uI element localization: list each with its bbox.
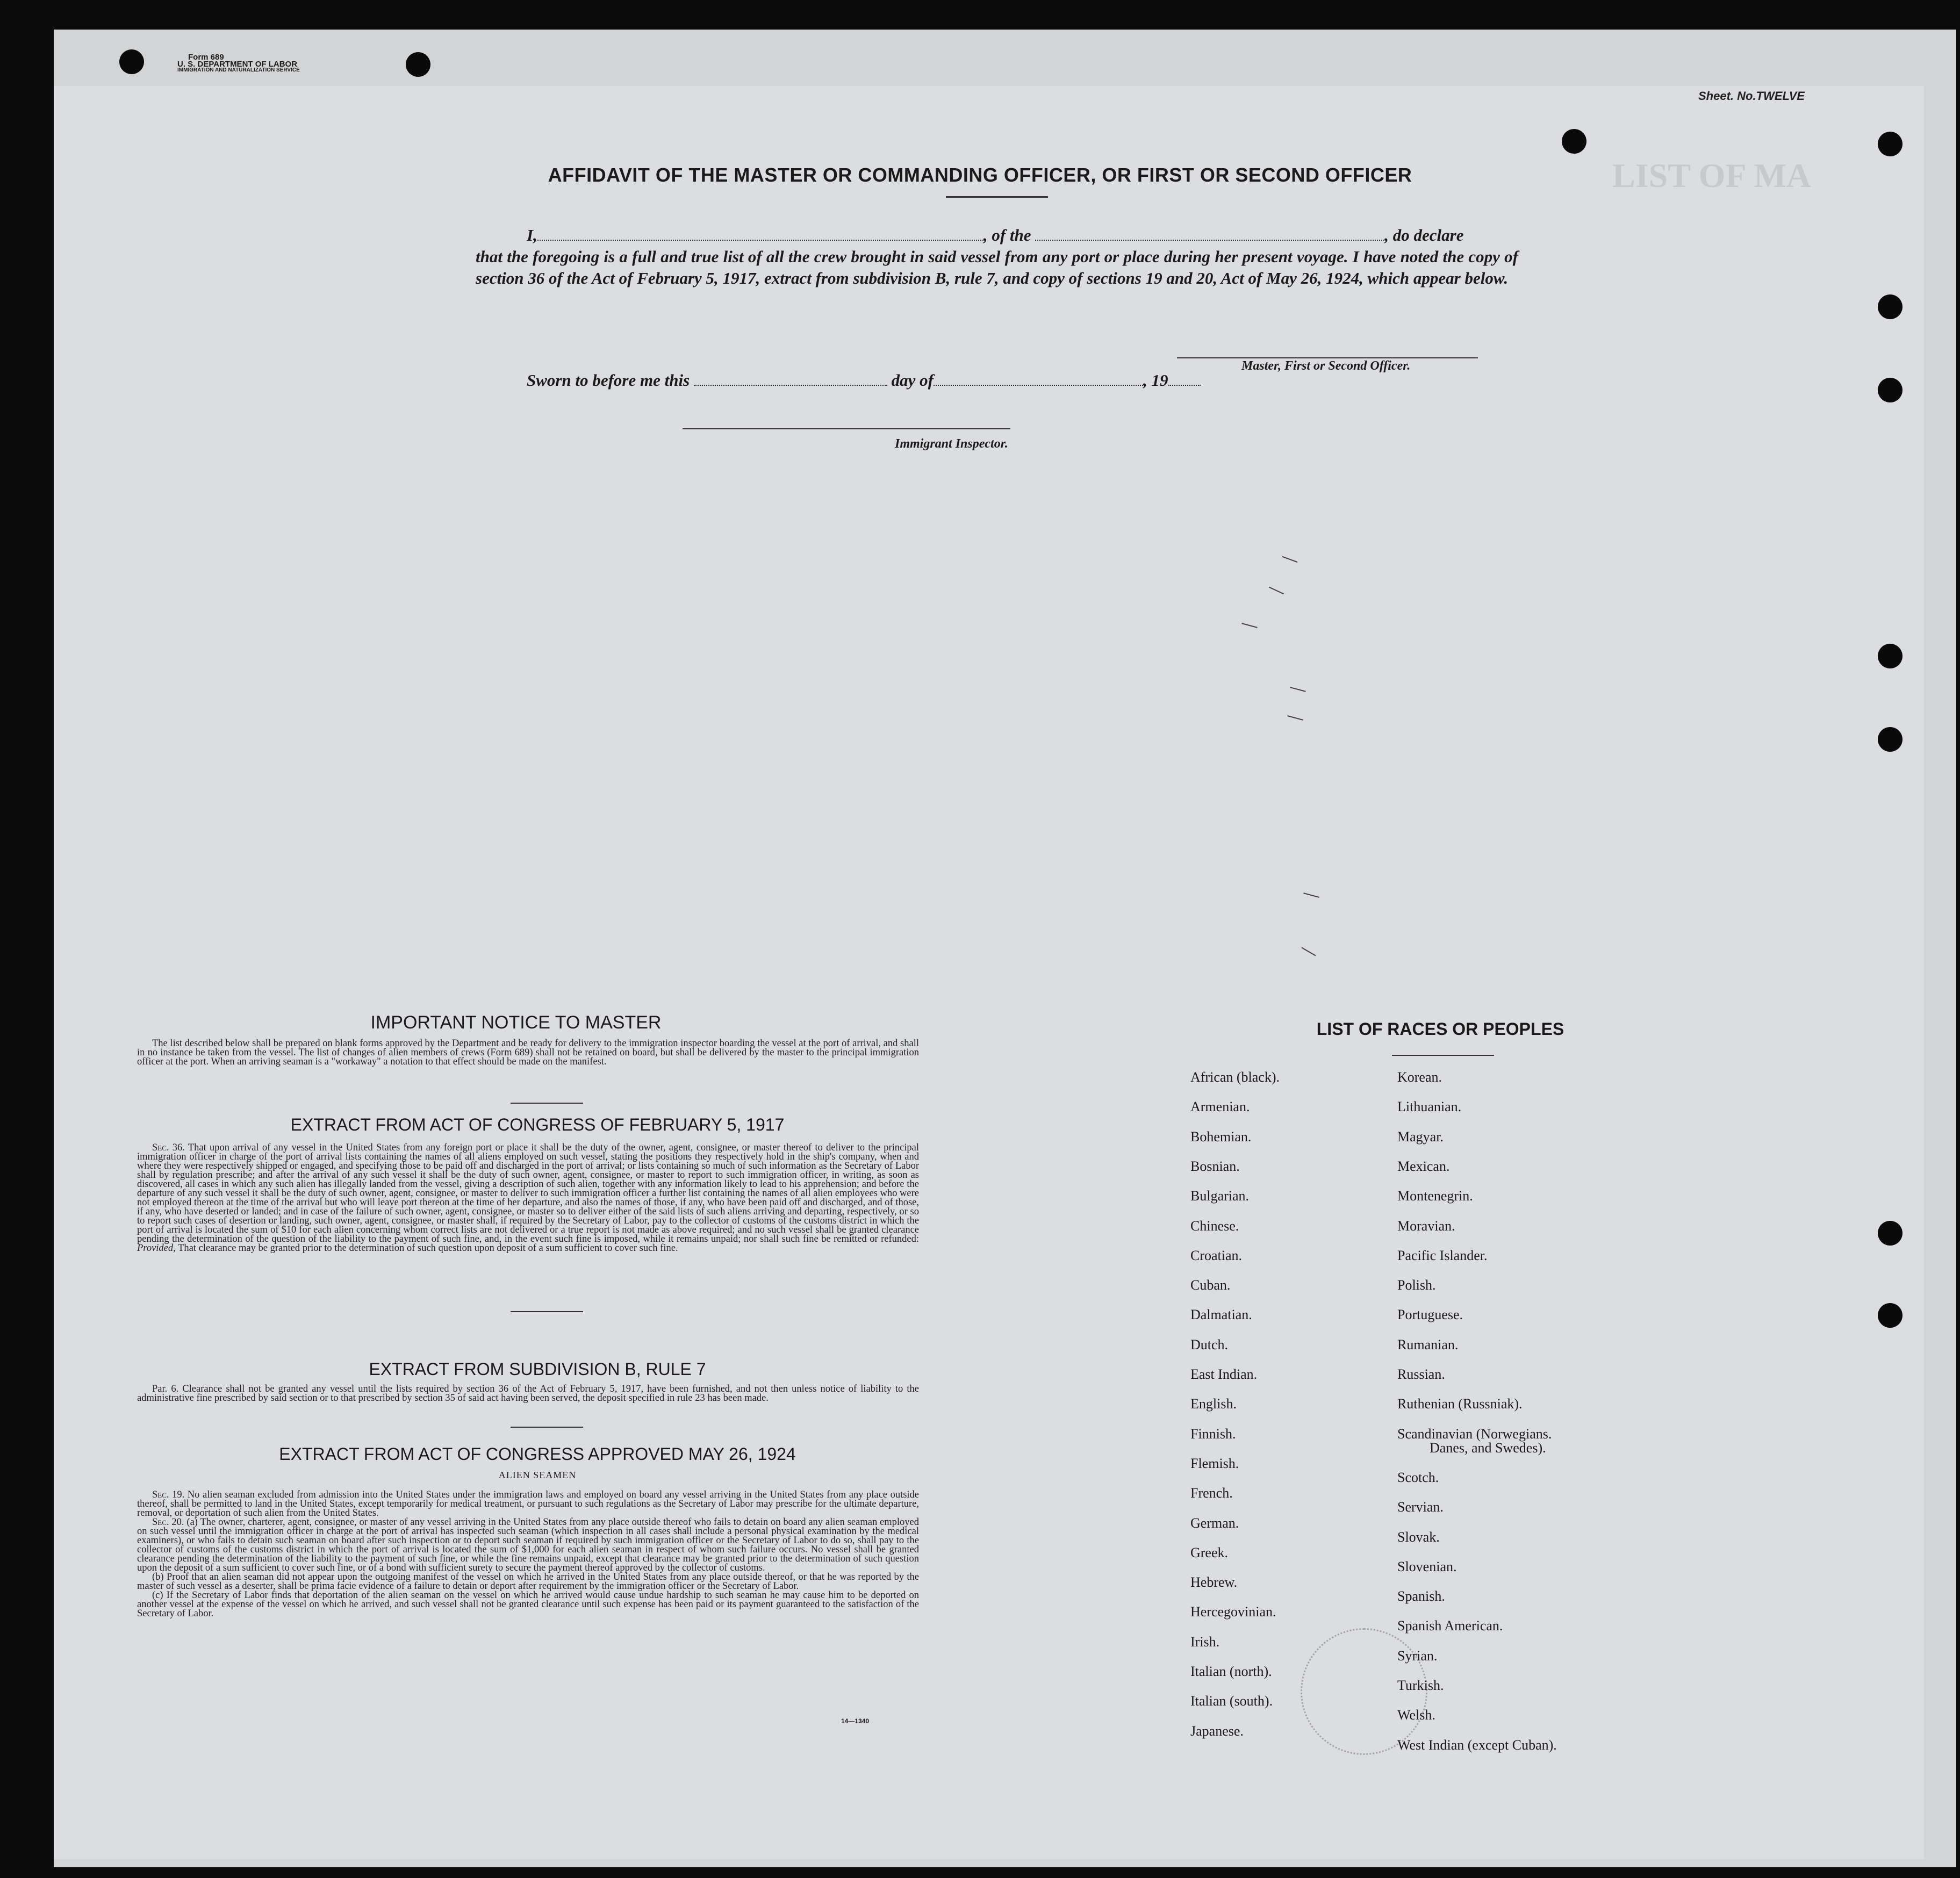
- show-through-text: LIST OF MA: [1612, 156, 1811, 195]
- race-item: Ruthenian (Russniak).: [1397, 1396, 1523, 1412]
- races-title: LIST OF RACES OR PEOPLES: [1316, 1019, 1564, 1039]
- extract-1917-body: [137, 1143, 919, 1253]
- notice-body: [137, 1039, 919, 1067]
- race-item: Lithuanian.: [1397, 1099, 1462, 1115]
- year-blank[interactable]: [1168, 385, 1201, 386]
- sec-36-label: Sec. 36.: [152, 1142, 185, 1153]
- race-item: Montenegrin.: [1397, 1188, 1473, 1204]
- punch-hole: [1878, 644, 1902, 668]
- punch-hole: [1878, 294, 1902, 319]
- provided-label: Provided,: [137, 1243, 176, 1254]
- race-item: Italian (south).: [1190, 1693, 1273, 1709]
- race-item: Polish.: [1397, 1277, 1436, 1293]
- affidavit-text: [476, 225, 1518, 289]
- rule7-body: [137, 1385, 919, 1403]
- race-item: Welsh.: [1397, 1707, 1435, 1723]
- race-item: Hercegovinian.: [1190, 1604, 1276, 1620]
- year-label: , 19: [1143, 371, 1168, 390]
- race-item: Pacific Islander.: [1397, 1247, 1488, 1263]
- race-item: Irish.: [1190, 1634, 1220, 1650]
- race-item: Mexican.: [1397, 1158, 1450, 1174]
- race-item: Scandinavian (Norwegians.: [1397, 1426, 1552, 1442]
- inspector-label: Immigrant Inspector.: [895, 437, 1008, 451]
- extract-1924-title: EXTRACT FROM ACT OF CONGRESS APPROVED MAY 26, 1924: [279, 1444, 796, 1464]
- race-item: Danes, and Swedes).: [1430, 1440, 1546, 1456]
- race-item: Turkish.: [1397, 1678, 1444, 1693]
- race-item: Scotch.: [1397, 1469, 1439, 1485]
- race-item: Portuguese.: [1397, 1307, 1463, 1323]
- form-header: [177, 54, 300, 73]
- race-item: Greek.: [1190, 1544, 1229, 1560]
- day-blank[interactable]: [694, 385, 887, 386]
- sheet-number: Sheet. No.TWELVE: [1698, 89, 1805, 103]
- declaration-i: I,: [527, 226, 537, 244]
- race-item: Chinese.: [1190, 1218, 1239, 1234]
- race-item: Magyar.: [1397, 1128, 1444, 1145]
- extract-1924-body: [137, 1491, 919, 1618]
- punch-hole: [1562, 129, 1586, 154]
- race-item: Syrian.: [1397, 1647, 1438, 1664]
- vessel-blank[interactable]: [1035, 240, 1384, 241]
- rule7-paragraph: Par. 6. Clearance shall not be granted any vessel until the lists required by section 36 of the Act of February 5, 1917, have been furnished, and not then unless notice of liability to the administrative fine prescribed by said section or to that prescribed by section 35 of said act having been served, the deposit specified in rule 23 has been made.: [137, 1384, 919, 1404]
- sec-19-label: Sec. 19.: [152, 1490, 185, 1500]
- punch-hole: [1878, 1221, 1902, 1246]
- section-20a-paragraph: [137, 1518, 919, 1573]
- race-item: Russian.: [1397, 1366, 1445, 1382]
- section-20b-paragraph: (b) Proof that an alien seaman did not appear upon the outgoing manifest of the vessel on which he arrived in the United States from any place outside thereof, or that he was reported by the master of such vessel as a deserter, shall be prima facie evidence of a failure to detain or deport after requirement by the immigration officer or the Secretary of Labor.: [137, 1572, 919, 1592]
- section-36-paragraph: [137, 1143, 919, 1253]
- race-item: Rumanian.: [1397, 1336, 1459, 1352]
- department-name: U. S. DEPARTMENT OF LABOR: [177, 60, 298, 69]
- race-item: Finnish.: [1190, 1426, 1236, 1442]
- sec-20a-text: (a) The owner, charterer, agent, consignee, or master of any vessel arriving in the United States from any place outside thereof who fails to detain on board any alien seaman employed on such vessel until the immigration officer in charge at the port of arrival has inspected such seaman (which inspection in all cases shall include a personal physical examination by the medical examiners), or who fails to detain such seaman on board after such inspection or to deport such seaman if required by such immigration officer or the Secretary of Labor to do so, shall pay to the collector of customs of the customs district in which the port of arrival is located the sum of $1,000 for each alien seaman in respect of whom such failure occurs. No vessel shall be granted clearance pending the determination of the liability to the payment of such fine, or while the fine remains unpaid, except that clearance may be granted prior to the determination of such question upon the deposit of a sum sufficient to cover such fine, or of a bond with sufficient surety to secure the payment thereof approved by the collector of customs.: [137, 1517, 920, 1573]
- section-rule: [511, 1103, 583, 1104]
- section-rule: [511, 1311, 583, 1312]
- sec-36-text-a: That upon arrival of any vessel in the United States from any foreign port or place it shall be the duty of the owner, agent, consignee, or master thereof to deliver to the principal immigration officer in charge of the port of arrival lists containing the names of all aliens employed on such vessel, stating the positions they respectively hold in the ship's company, when and where they were respectively shipped or engaged, and specifying those to be paid off and discharged in the port of arrival; or lists containing so much of such information as the Secretary of Labor shall by regulation prescribe; and after the arrival of any such vessel it shall be the duty of such owner, agent, consignee, or master to report to such immigration officer, in writing, as soon as discovered, all cases in which any such alien has illegally landed from the vessel, giving a description of such alien, together with any information likely to lead to his apprehension; and before the departure of any such vessel it shall be the duty of such owner, agent, consignee, or master to deliver to such immigration officer a further list containing the names of all alien employees who were not employed thereon at the time of the arrival but who will leave port thereon at the time of her departure, and also the names of those, if any, who have been paid off and discharged, and of those, if any, who have deserted or landed; and in case of the failure of such owner, agent, consignee, or master so to deliver either of the said lists of such aliens arriving and departing, respectively, or so to report such cases of desertion or landing, such owner, agent, consignee, or master shall, if required by the Secretary of Labor, pay to the collector of customs of the customs district in which the port of arrival is located the sum of $10 for each alien concerning whom correct lists are not delivered or a true report is not made as above required; and no such vessel shall be granted clearance pending the determination of the question of the liability to the payment of such fine, and, in the event such fine is imposed, while it remains unpaid; nor shall such fine be remitted or refunded:: [137, 1142, 920, 1244]
- punch-hole: [406, 52, 430, 77]
- day-of-label: day of: [891, 371, 934, 390]
- race-item: Bosnian.: [1190, 1158, 1240, 1174]
- rule7-title: EXTRACT FROM SUBDIVISION B, RULE 7: [369, 1359, 706, 1379]
- race-item: Dalmatian.: [1190, 1307, 1252, 1323]
- name-blank[interactable]: [537, 240, 983, 241]
- race-item: Spanish.: [1397, 1588, 1445, 1604]
- punch-hole: [119, 49, 144, 74]
- form-code: 14—1340: [841, 1717, 870, 1725]
- sec-19-text: No alien seaman excluded from admission into the United States under the immigration laws and employed on board any vessel arriving in the United States from any place outside thereof, shall be permitted to land in the United States, except temporarily for medical treatment, or pursuant to such regulations as the Secretary of Labor may prescribe for the ultimate departure, removal, or deportation of such alien from the United States.: [137, 1490, 920, 1519]
- section-20c-paragraph: (c) If the Secretary of Labor finds that deportation of the alien seaman on the vessel on which he arrived would cause undue hardship to such seaman he may cause him to be deported on another vessel at the expense of the vessel on which he arrived, and such vessel shall not be granted clearance until such expense has been paid or its payment guaranteed to the satisfaction of the Secretary of Labor.: [137, 1590, 919, 1619]
- race-item: East Indian.: [1190, 1366, 1258, 1382]
- race-item: Slovenian.: [1397, 1558, 1457, 1574]
- title-rule: [946, 196, 1048, 198]
- race-item: Japanese.: [1190, 1723, 1244, 1739]
- race-item: Hebrew.: [1190, 1574, 1238, 1591]
- notice-title: IMPORTANT NOTICE TO MASTER: [370, 1012, 662, 1033]
- race-item: Servian.: [1397, 1499, 1444, 1515]
- sworn-line: [527, 371, 1201, 390]
- month-blank[interactable]: [934, 385, 1143, 386]
- notice-paragraph: The list described below shall be prepared on blank forms approved by the Department and be ready for delivery to the immigration inspector boarding the vessel at the port of arrival, and shall in no instance be taken from the vessel. The list of changes of alien members of crews (Form 689) shall not be retained on board, but shall be delivered by the master to the principal immigration officer at the port. When an arriving seaman is a "workaway" a notation to that effect should be made on the manifest.: [137, 1038, 919, 1067]
- races-rule: [1392, 1055, 1494, 1056]
- race-item: Slovak.: [1397, 1529, 1440, 1545]
- race-item: German.: [1190, 1515, 1239, 1531]
- race-item: Croatian.: [1190, 1247, 1243, 1263]
- show-through-lines: [226, 228, 229, 242]
- race-item: African (black).: [1190, 1069, 1280, 1085]
- race-item: Moravian.: [1397, 1218, 1455, 1234]
- declaration-line: [476, 225, 1518, 246]
- race-item: French.: [1190, 1485, 1233, 1501]
- race-item: Korean.: [1397, 1069, 1442, 1085]
- race-item: Bohemian.: [1190, 1128, 1252, 1145]
- race-item: Dutch.: [1190, 1336, 1229, 1352]
- race-item: Armenian.: [1190, 1099, 1250, 1115]
- faint-stamp: [1301, 1628, 1427, 1755]
- sec-20-label: Sec. 20.: [152, 1517, 184, 1528]
- alien-seamen-subtitle: ALIEN SEAMEN: [498, 1470, 577, 1480]
- punch-hole: [1878, 378, 1902, 402]
- section-rule: [511, 1427, 583, 1428]
- race-item: West Indian (except Cuban).: [1397, 1737, 1557, 1753]
- punch-hole: [1878, 1303, 1902, 1328]
- race-item: Cuban.: [1190, 1277, 1231, 1293]
- form-number: Form 689: [188, 53, 224, 62]
- sworn-prefix: Sworn to before me this: [527, 371, 690, 390]
- service-name: IMMIGRATION AND NATURALIZATION SERVICE: [177, 67, 300, 73]
- inspector-signature-line[interactable]: [683, 428, 1010, 429]
- punch-hole: [1878, 727, 1902, 752]
- race-item: English.: [1190, 1396, 1237, 1412]
- of-the-label: , of the: [983, 226, 1031, 244]
- extract-1917-title: EXTRACT FROM ACT OF CONGRESS OF FEBRUARY 5, 1917: [290, 1115, 785, 1134]
- do-declare-label: , do declare: [1384, 226, 1464, 244]
- master-signature-label: Master, First or Second Officer.: [1241, 359, 1411, 373]
- race-item: Spanish American.: [1397, 1618, 1503, 1634]
- race-item: Bulgarian.: [1190, 1188, 1250, 1204]
- sec-36-text-b: That clearance may be granted prior to the determination of such question upon deposit of a sum sufficient to cover such fine.: [178, 1243, 678, 1254]
- section-19-paragraph: [137, 1491, 919, 1518]
- master-signature-line[interactable]: [1177, 357, 1478, 358]
- race-item: Flemish.: [1190, 1455, 1239, 1471]
- race-item: Italian (north).: [1190, 1664, 1272, 1679]
- declaration-body: that the foregoing is a full and true list of all the crew brought in said vessel from any port or place during her present voyage. I have noted the copy of section 36 of the Act of February 5, 1917, extract from subdivision B, rule 7, and copy of sections 19 and 20, Act of May 26, 1924, which appear below.: [476, 247, 1518, 287]
- punch-hole: [1878, 132, 1902, 156]
- affidavit-title: AFFIDAVIT OF THE MASTER OR COMMANDING OFFICER, OR FIRST OR SECOND OFFICER: [548, 164, 1412, 186]
